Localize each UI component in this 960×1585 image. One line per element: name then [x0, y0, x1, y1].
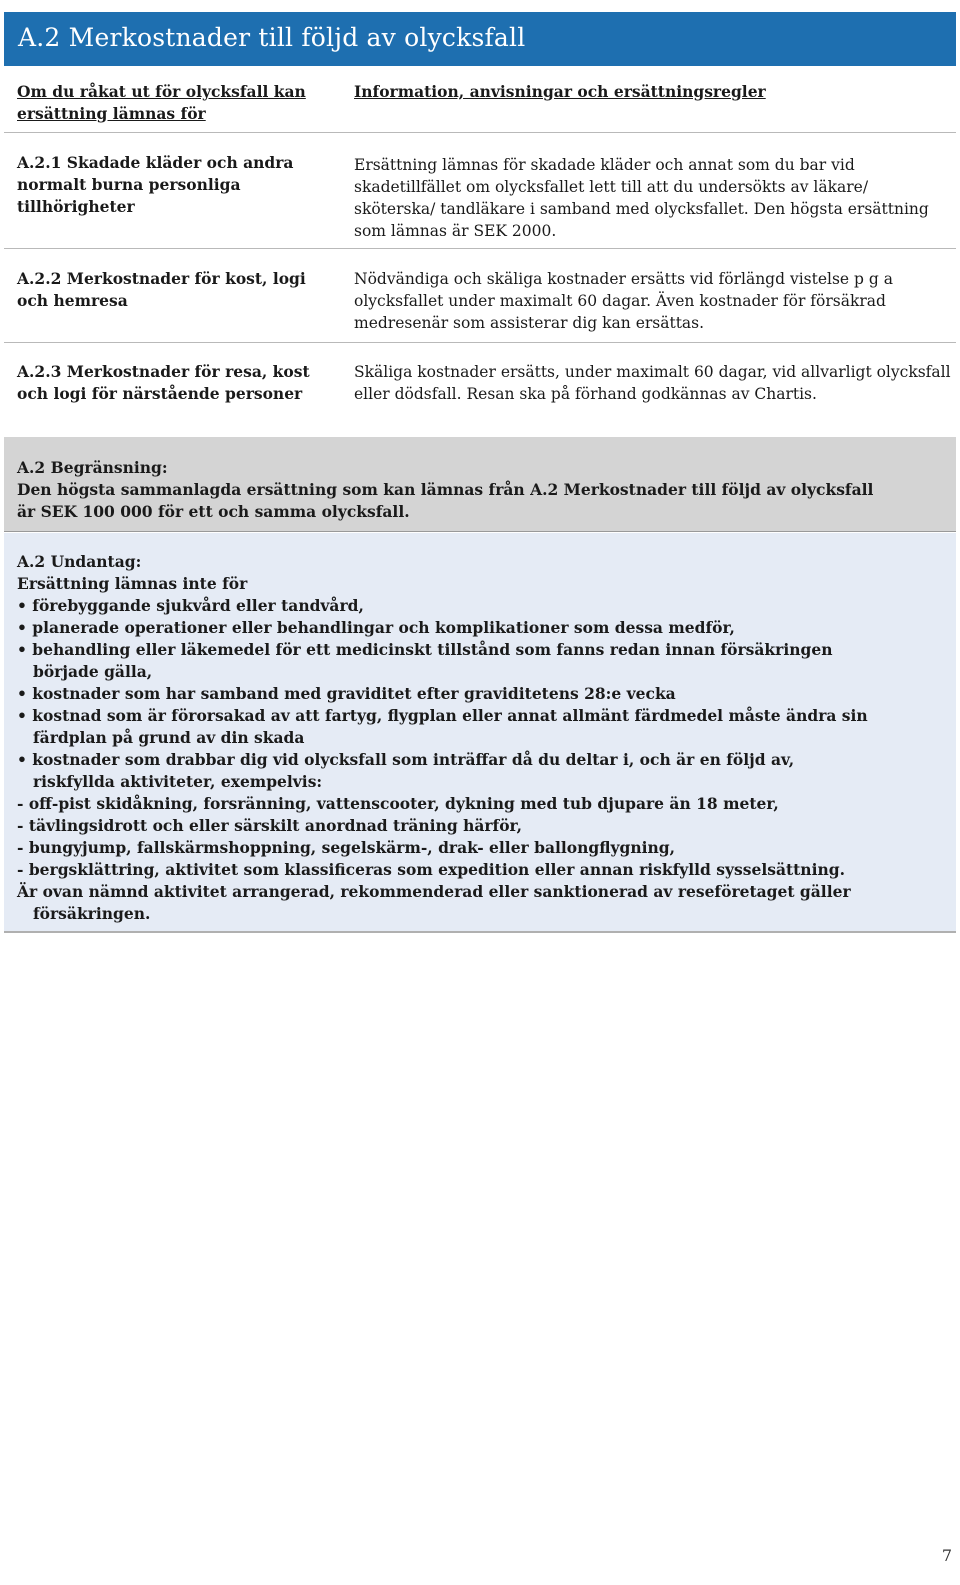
- exception-line: • förebyggande sjukvård eller tandvård,: [17, 596, 364, 615]
- exception-line: • planerade operationer eller behandlingar och komplikationer som dessa medför,: [17, 618, 735, 637]
- exception-line: - bergsklättring, aktivitet som klassificeras som expedition eller annan riskfylld sysselsättning.: [17, 860, 845, 879]
- section-header: [4, 12, 956, 66]
- exception-line: - tävlingsidrott och eller särskilt anordnad träning härför,: [17, 816, 522, 835]
- table-row: [4, 343, 956, 436]
- exception-line: Ersättning lämnas inte för: [17, 574, 248, 593]
- exception-line: • kostnader som har samband med graviditet efter graviditetens 28:e vecka: [17, 684, 676, 703]
- table-row: [4, 133, 956, 249]
- exception-line: • kostnad som är förorsakad av att fartyg, flygplan eller annat allmänt färdmedel måste ändra sin: [17, 706, 868, 725]
- limitation-box: [4, 437, 956, 532]
- exception-line: • kostnader som drabbar dig vid olycksfall som inträffar då du deltar i, och är en följd av,: [17, 750, 795, 769]
- exceptions-list: [17, 551, 945, 925]
- right-column-header: Information, anvisningar och ersättningsregler: [354, 82, 766, 101]
- row-title: A.2.2 Merkostnader för kost, logi och hemresa: [17, 269, 306, 310]
- row-description: Nödvändiga och skäliga kostnader ersätts vid förlängd vistelse p g a olycksfallet under maximalt 60 dagar. Även kostnader för försäkrad medresenär som assisterar dig kan ersättas.: [354, 270, 893, 332]
- exception-line: • behandling eller läkemedel för ett medicinskt tillstånd som fanns redan innan försäkringen: [17, 640, 833, 659]
- exception-line: färdplan på grund av din skada: [33, 728, 305, 747]
- exception-line: riskfyllda aktiviteter, exempelvis:: [33, 772, 323, 791]
- row-description: Skäliga kostnader ersätts, under maximalt 60 dagar, vid allvarligt olycksfall eller dödsfall. Resan ska på förhand godkännas av Chartis.: [354, 363, 951, 403]
- table-row: [4, 249, 956, 343]
- exception-line: försäkringen.: [33, 904, 151, 923]
- table-header-row: [4, 66, 956, 133]
- exception-line: började gälla,: [33, 662, 153, 681]
- exception-line: Är ovan nämnd aktivitet arrangerad, rekommenderad eller sanktionerad av reseföretaget gäller: [17, 882, 851, 901]
- page-number: 7: [941, 1546, 952, 1565]
- coverage-table: [4, 66, 956, 436]
- exception-line: A.2 Undantag:: [17, 552, 142, 571]
- left-column-header: Om du råkat ut för olycksfall kan ersättning lämnas för: [17, 82, 306, 123]
- exception-line: - bungyjump, fallskärmshoppning, segelskärm-, drak- eller ballongflygning,: [17, 838, 675, 857]
- limitation-text: Den högsta sammanlagda ersättning som kan lämnas från A.2 Merkostnader till följd av olycksfall: [17, 480, 874, 499]
- exceptions-box: [4, 533, 956, 933]
- row-title: A.2.1 Skadade kläder och andra normalt burna personliga tillhörigheter: [17, 153, 294, 216]
- limitation-title: A.2 Begränsning:: [17, 458, 168, 477]
- section-title: A.2 Merkostnader till följd av olycksfall: [18, 23, 526, 52]
- exception-line: - off-pist skidåkning, forsränning, vattenscooter, dykning med tub djupare än 18 meter,: [17, 794, 779, 813]
- row-description: Ersättning lämnas för skadade kläder och annat som du bar vid skadetillfället om olycksfallet lett till att du undersökts av läkare/ sköterska/ tandläkare i samband med olycksfallet. Den högsta ersättning som lämnas är SEK 2000.: [354, 156, 929, 240]
- limitation-text: är SEK 100 000 för ett och samma olycksfall.: [17, 502, 410, 521]
- row-title: A.2.3 Merkostnader för resa, kost och logi för närstående personer: [17, 362, 310, 403]
